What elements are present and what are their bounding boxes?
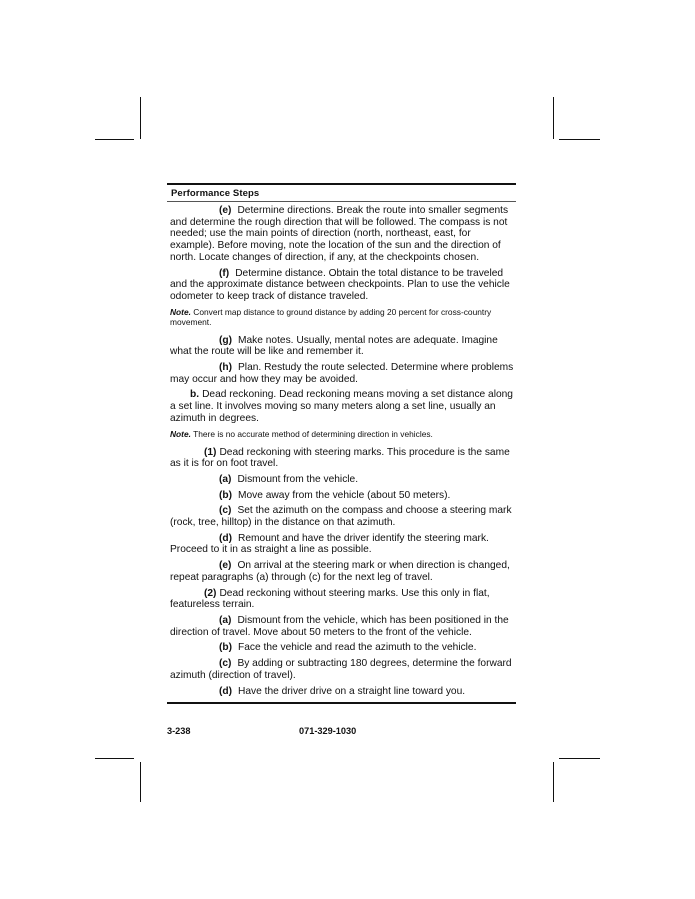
paragraph-f-distance: (f) Determine distance. Obtain the total distance to be traveled and the approximate distance between checkpoints. Plan to use the vehicle odometer to keep track of distance traveled. [170,267,510,302]
paragraph-2b-face-vehicle: (b) Face the vehicle and read the azimuth to the vehicle. [219,642,477,654]
paragraph-1c-set-azimuth: (c) Set the azimuth on the compass and choose a steering mark (rock, tree, hilltop) in the distance on that azimuth. [170,505,512,529]
paragraph-2c-forward-azimuth: (c) By adding or subtracting 180 degrees, determine the forward azimuth (direction of travel). [170,658,512,681]
header-rule [167,201,516,202]
document-body [170,205,515,701]
note-direction: Note. There is no accurate method of determining direction in vehicles. [170,428,433,439]
paragraph-b-dead-reckoning: b. Dead reckoning. Dead reckoning means moving a set distance along a set line. It involves moving so many meters along a set line, usually an azimuth in degrees. [170,389,513,424]
crop-mark-top-left-horizontal [95,139,134,140]
paragraph-2-no-steering-marks: (2) Dead reckoning without steering marks. Use this only in flat, featureless terrain. [170,587,490,611]
crop-mark-top-right-vertical [553,97,554,139]
crop-mark-top-left-vertical [140,97,141,139]
paragraph-h-plan: (h) Plan. Restudy the route selected. Determine where problems may occur and how they may be avoided. [170,362,514,385]
crop-mark-bottom-right-horizontal [559,758,600,759]
crop-mark-bottom-right-vertical [553,762,554,802]
bottom-rule [167,702,516,704]
paragraph-g-notes: (g) Make notes. Usually, mental notes are adequate. Imagine what the route will be like and remember it. [170,334,498,358]
top-rule [167,183,516,185]
document-code: 071-329-1030 [299,726,357,736]
note-distance: Note. Convert map distance to ground distance by adding 20 percent for cross-country movement. [170,306,492,327]
paragraph-1e-on-arrival: (e) On arrival at the steering mark or when direction is changed, repeat paragraphs (a) through (c) for the next leg of travel. [170,560,510,583]
crop-mark-top-right-horizontal [559,139,600,140]
paragraph-2d-drive: (d) Have the driver drive on a straight line toward you. [219,685,466,697]
section-header: Performance Steps [171,188,260,199]
crop-mark-bottom-left-vertical [140,762,141,802]
paragraph-1d-remount: (d) Remount and have the driver identify the steering mark. Proceed to it in as straight a line as possible. [170,532,489,556]
page-number: 3-238 [167,726,191,736]
paragraph-e-directions: (e) Determine directions. Break the route into smaller segments and determine the rough direction that will be followed. The compass is not needed; use the main points of direction (north, northeast, east, for example). Before moving, note the location of the sun and the direction of north. Locate changes of direction, if any, at the checkpoints chosen. [170,205,509,263]
paragraph-2a-dismount: (a) Dismount from the vehicle, which has been positioned in the direction of travel. Move about 50 meters to the front of the vehicle. [170,614,509,638]
paragraph-1-steering-marks: (1) Dead reckoning with steering marks. This procedure is the same as it is for on foot travel. [170,446,510,470]
paragraph-1a-dismount: (a) Dismount from the vehicle. [219,473,359,485]
paragraph-1b-move-away: (b) Move away from the vehicle (about 50 meters). [219,489,451,501]
crop-mark-bottom-left-horizontal [95,758,134,759]
